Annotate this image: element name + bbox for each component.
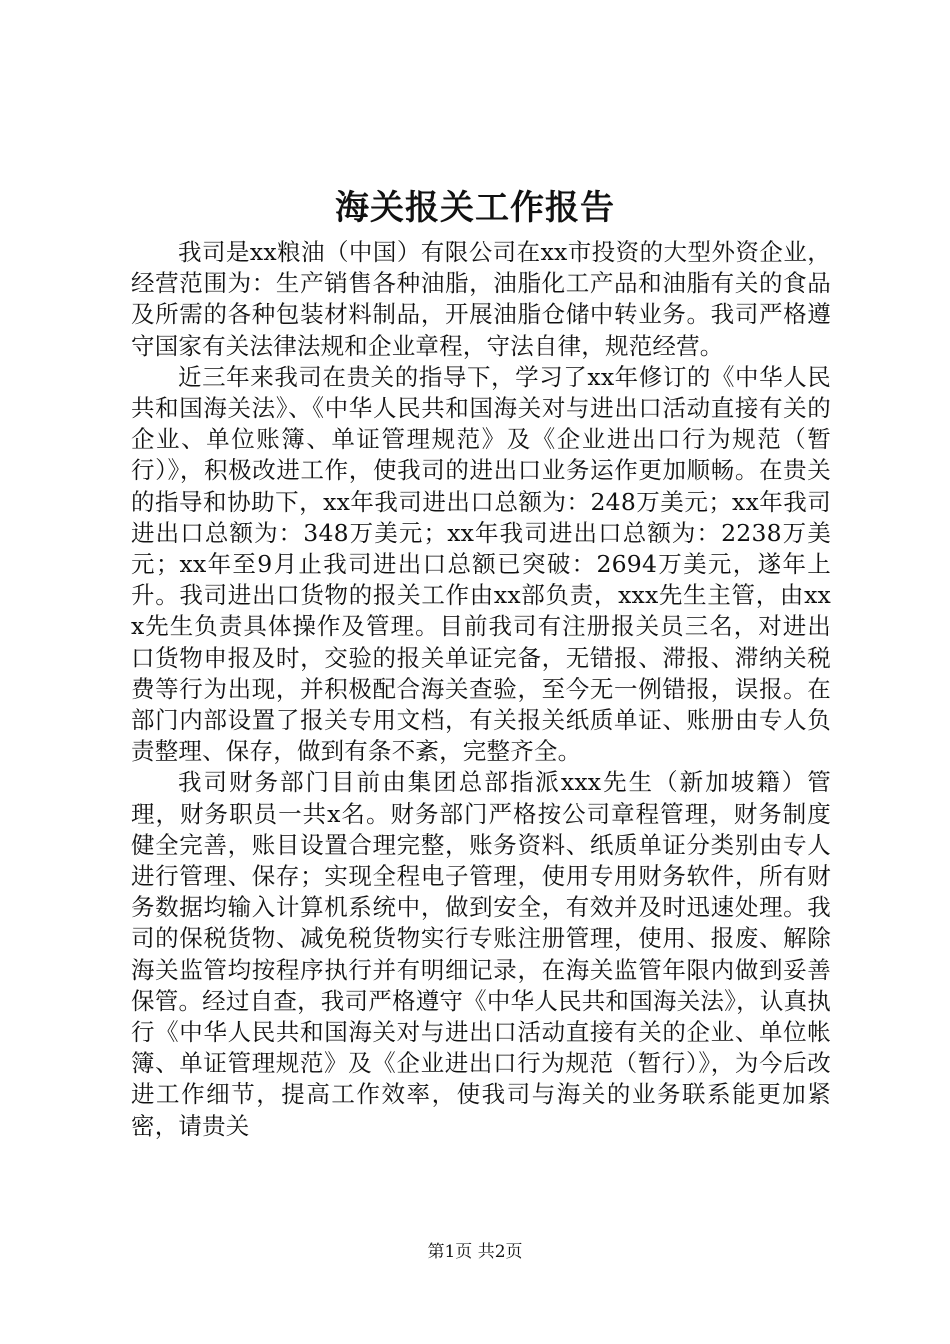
paragraph-customs-declaration: 近三年来我司在贵关的指导下，学习了xx年修订的《中华人民共和国海关法》、《中华人民共和国海关对与进出口活动直接有关的企业、单位账簿、单证管理规范》及《企业进出口行为规范（暂行）》，积极改进工作，使我司的进出口业务运作更加顺畅。在贵关的指导和协助下，xx年我司进出口总额为：248万美元；xx年我司进出口总额为：348万美元；xx年我司进出口总额为：2238万美元；xx年至9月止我司进出口总额已突破：2694万美元，遂年上升。我司进出口货物的报关工作由xx部负责，xxx先生主管，由xxx先生负责具体操作及管理。目前我司有注册报关员三名，对进出口货物申报及时，交验的报关单证完备，无错报、滞报、滞纳关税费等行为出现，并积极配合海关查验，至今无一例错报，误报。在部门内部设置了报关专用文档，有关报关纸质单证、账册由专人负责整理、保存，做到有条不紊，完整齐全。 bbox=[131, 362, 831, 766]
paragraph-company-intro: 我司是xx粮油（中国）有限公司在xx市投资的大型外资企业，经营范围为：生产销售各种油脂，油脂化工产品和油脂有关的食品及所需的各种包装材料制品，开展油脂仓储中转业务。我司严格遵守国家有关法律法规和企业章程，守法自律，规范经营。 bbox=[131, 238, 831, 360]
document-title: 海关报关工作报告 bbox=[335, 188, 615, 228]
paragraph-finance-department: 我司财务部门目前由集团总部指派xxx先生（新加坡籍）管理，财务职员一共x名。财务部门严格按公司章程管理，财务制度健全完善，账目设置合理完整，账务资料、纸质单证分类别由专人进行管理、保存；实现全程电子管理，使用专用财务软件，所有财务数据均输入计算机系统中，做到安全，有效并及时迅速处理。我司的保税货物、减免税货物实行专账注册管理，使用、报废、解除海关监管均按程序执行并有明细记录，在海关监管年限内做到妥善保管。经过自查，我司严格遵守《中华人民共和国海关法》，认真执行《中华人民共和国海关对与进出口活动直接有关的企业、单位帐簿、单证管理规范》及《企业进出口行为规范（暂行）》，为今后改进工作细节，提高工作效率，使我司与海关的业务联系能更加紧密，请贵关 bbox=[131, 768, 831, 1140]
document-body bbox=[131, 237, 831, 1142]
page-number-footer: 第1页 共2页 bbox=[427, 1242, 523, 1262]
